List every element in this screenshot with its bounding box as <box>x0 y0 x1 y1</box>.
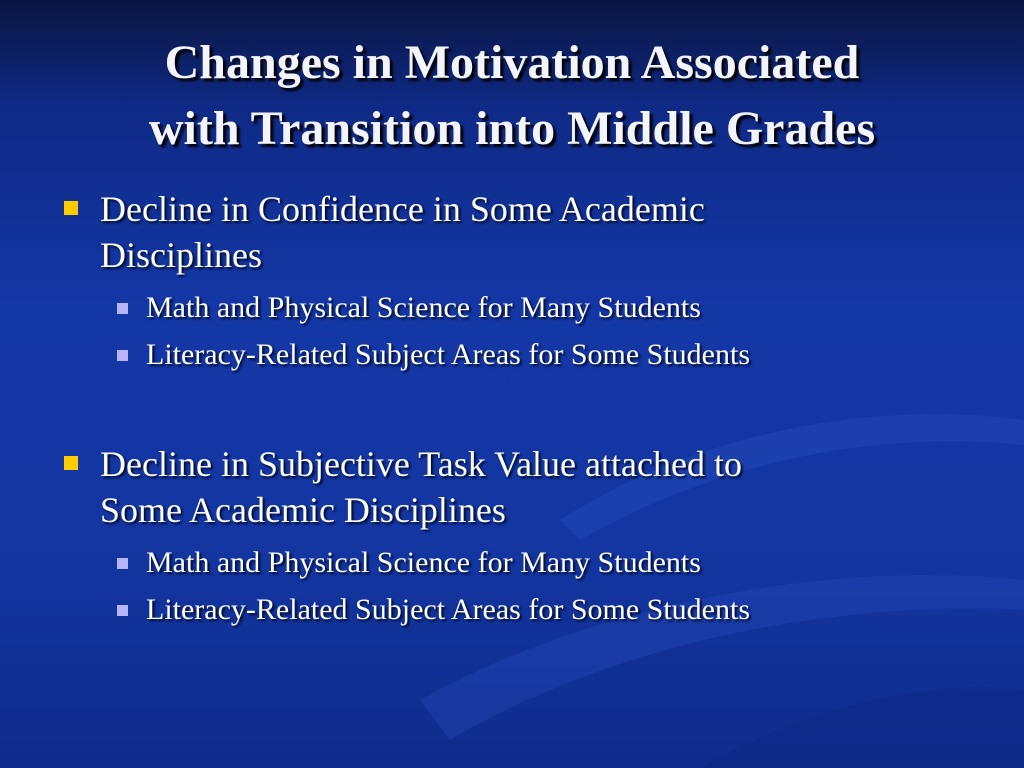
sub-bullet-text: Math and Physical Science for Many Students <box>146 546 701 579</box>
sub-bullet-1-1 <box>60 288 960 328</box>
square-bullet-icon <box>117 605 128 616</box>
sub-bullet-1-2 <box>60 335 960 375</box>
slide-title-line-2: with Transition into Middle Grades <box>148 102 876 155</box>
bullet-spacer <box>60 375 960 441</box>
sub-bullet-text: Math and Physical Science for Many Students <box>146 291 701 324</box>
sub-bullet-2-1 <box>60 543 960 583</box>
bullet-text-2-line-1: Decline in Subjective Task Value attached to <box>100 444 742 484</box>
slide-body <box>60 186 960 630</box>
square-bullet-icon <box>64 201 78 215</box>
bullet-item-1 <box>60 186 960 278</box>
bullet-text-1-line-2: Disciplines <box>100 235 262 275</box>
square-bullet-icon <box>64 456 78 470</box>
slide-title-line-1: Changes in Motivation Associated <box>164 36 860 89</box>
sub-bullet-text: Literacy-Related Subject Areas for Some Students <box>146 338 750 371</box>
slide-title <box>40 30 984 162</box>
bullet-text-2-line-2: Some Academic Disciplines <box>100 490 506 530</box>
square-bullet-icon <box>117 350 128 361</box>
sub-bullet-2-2 <box>60 590 960 630</box>
sub-bullet-text: Literacy-Related Subject Areas for Some Students <box>146 593 750 626</box>
square-bullet-icon <box>117 558 128 569</box>
square-bullet-icon <box>117 303 128 314</box>
bullet-item-2 <box>60 441 960 533</box>
bullet-text-1-line-1: Decline in Confidence in Some Academic <box>100 189 705 229</box>
